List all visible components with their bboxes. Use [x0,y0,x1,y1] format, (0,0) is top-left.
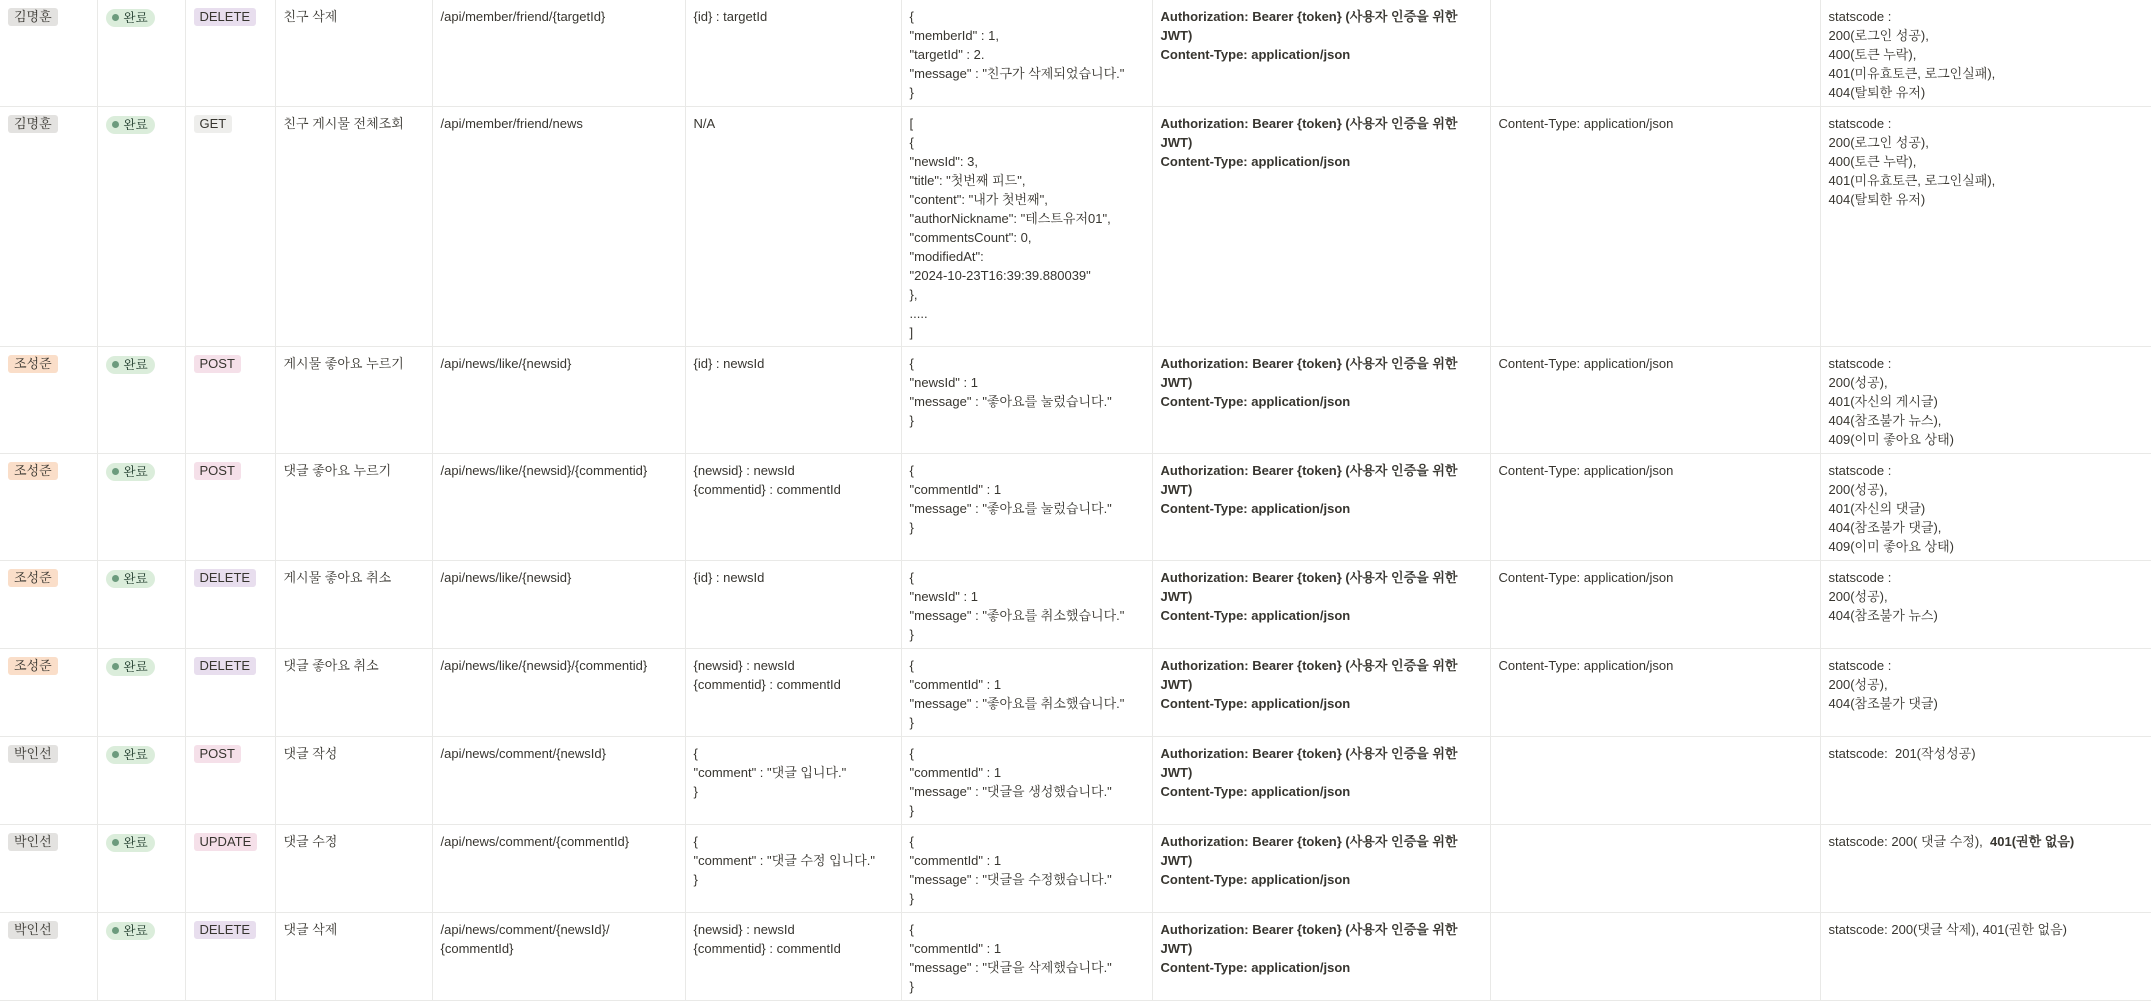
statuscode-text: statscode: 200(댓글 삭제), 401(권한 없음) [1828,922,2067,937]
status-dot-icon [112,663,119,670]
cell-feature[interactable]: 댓글 좋아요 취소 [275,649,432,737]
cell-response-header[interactable] [1490,737,1820,825]
statuscode-text: statscode : 200(성공), 404(참조불가 뉴스) [1828,570,1938,623]
cell-url[interactable]: /api/news/like/{newsid}/{commentid} [432,649,685,737]
cell-request[interactable]: { "comment" : "댓글 입니다." } [685,737,901,825]
cell-response-header[interactable]: Content-Type: application/json [1490,347,1820,454]
table-row [0,454,2151,561]
cell-method[interactable] [185,454,275,561]
cell-person[interactable] [0,561,97,649]
cell-statuscode[interactable] [1820,0,2151,107]
request-header-text: Authorization: Bearer {token} (사용자 인증을 위한 JWT) Content-Type: application/json [1160,356,1458,409]
status-badge [106,834,155,852]
statuscode-text: statscode : 200(성공), 404(참조불가 댓글) [1828,658,1938,711]
cell-method[interactable] [185,107,275,347]
cell-response[interactable]: { "commentId" : 1 "message" : "댓글을 수정했습니다." } [901,825,1152,913]
cell-person[interactable] [0,347,97,454]
cell-header[interactable] [1152,561,1490,649]
cell-response[interactable]: { "memberId" : 1, "targetId" : 2. "message" : "친구가 삭제되었습니다." } [901,0,1152,107]
statuscode-text: statscode : 200(성공), 401(자신의 댓글) 404(참조불가 댓글), 409(이미 좋아요 상태) [1828,463,1954,554]
cell-response-header[interactable]: Content-Type: application/json [1490,561,1820,649]
cell-status[interactable] [97,347,185,454]
cell-request[interactable]: {newsid} : newsId {commentid} : commentId [685,649,901,737]
status-dot-icon [112,14,119,21]
status-label: 완료 [123,117,148,132]
cell-person[interactable] [0,649,97,737]
person-tag: 조성준 [8,462,58,480]
statuscode-text: statscode: 200( 댓글 수정), [1828,834,1991,849]
person-tag: 박인선 [8,921,58,939]
statuscode-text: statscode : 200(성공), 401(자신의 게시글) 404(참조불가 뉴스), 409(이미 좋아요 상태) [1828,356,1954,447]
cell-feature[interactable]: 댓글 수정 [275,825,432,913]
cell-status[interactable] [97,737,185,825]
cell-url[interactable]: /api/news/comment/{newsId}/ {commentId} [432,913,685,1001]
status-badge [106,116,155,134]
cell-method[interactable] [185,649,275,737]
method-tag: UPDATE [194,833,258,851]
cell-response-header[interactable] [1490,0,1820,107]
cell-person[interactable] [0,454,97,561]
cell-response[interactable]: { "newsId" : 1 "message" : "좋아요를 눌렀습니다." } [901,347,1152,454]
status-label: 완료 [123,571,148,586]
cell-status[interactable] [97,825,185,913]
cell-header[interactable] [1152,347,1490,454]
cell-status[interactable] [97,107,185,347]
cell-feature[interactable]: 게시물 좋아요 취소 [275,561,432,649]
cell-url[interactable]: /api/news/like/{newsid}/{commentid} [432,454,685,561]
cell-person[interactable] [0,107,97,347]
request-header-text: Authorization: Bearer {token} (사용자 인증을 위한 JWT) Content-Type: application/json [1160,922,1458,975]
table-row [0,0,2151,107]
cell-url[interactable]: /api/news/like/{newsid} [432,561,685,649]
cell-url[interactable]: /api/news/comment/{newsId} [432,737,685,825]
statuscode-text: statscode : 200(로그인 성공), 400(토큰 누락), 401(미유효토큰, 로그인실패), 404(탈퇴한 유저) [1828,9,1996,100]
request-header-text: Authorization: Bearer {token} (사용자 인증을 위한 JWT) Content-Type: application/json [1160,463,1458,516]
statuscode-text: statscode: 201(작성성공) [1828,746,1976,761]
cell-response-header[interactable]: Content-Type: application/json [1490,649,1820,737]
cell-feature[interactable]: 댓글 좋아요 누르기 [275,454,432,561]
cell-person[interactable] [0,0,97,107]
cell-person[interactable] [0,737,97,825]
request-header-text: Authorization: Bearer {token} (사용자 인증을 위한 JWT) Content-Type: application/json [1160,116,1458,169]
status-label: 완료 [123,923,148,938]
cell-header[interactable] [1152,913,1490,1001]
cell-response-header[interactable]: Content-Type: application/json [1490,107,1820,347]
method-tag: DELETE [194,921,257,939]
cell-method[interactable] [185,347,275,454]
cell-request[interactable]: {id} : targetId [685,0,901,107]
cell-url[interactable]: /api/news/like/{newsid} [432,347,685,454]
cell-statuscode[interactable] [1820,737,2151,825]
table-row [0,737,2151,825]
request-header-text: Authorization: Bearer {token} (사용자 인증을 위한 JWT) Content-Type: application/json [1160,9,1458,62]
status-dot-icon [112,575,119,582]
person-tag: 김명훈 [8,115,58,133]
status-dot-icon [112,468,119,475]
person-tag: 조성준 [8,657,58,675]
status-label: 완료 [123,835,148,850]
cell-status[interactable] [97,561,185,649]
cell-feature[interactable]: 댓글 삭제 [275,913,432,1001]
status-dot-icon [112,751,119,758]
cell-response[interactable]: { "commentId" : 1 "message" : "좋아요를 눌렀습니다." } [901,454,1152,561]
method-tag: POST [194,745,241,763]
status-dot-icon [112,121,119,128]
status-dot-icon [112,927,119,934]
cell-header[interactable] [1152,649,1490,737]
method-tag: DELETE [194,569,257,587]
cell-method[interactable] [185,825,275,913]
cell-statuscode[interactable] [1820,561,2151,649]
cell-status[interactable] [97,0,185,107]
status-label: 완료 [123,357,148,372]
cell-request[interactable]: {newsid} : newsId {commentid} : commentId [685,454,901,561]
table-row [0,825,2151,913]
cell-request[interactable]: {id} : newsId [685,347,901,454]
person-tag: 조성준 [8,569,58,587]
method-tag: DELETE [194,8,257,26]
cell-header[interactable] [1152,0,1490,107]
cell-request[interactable]: N/A [685,107,901,347]
cell-feature[interactable]: 친구 게시물 전체조회 [275,107,432,347]
cell-response-header[interactable] [1490,913,1820,1001]
person-tag: 박인선 [8,833,58,851]
cell-status[interactable] [97,913,185,1001]
cell-status[interactable] [97,649,185,737]
cell-response-header[interactable]: Content-Type: application/json [1490,454,1820,561]
table-row [0,913,2151,1001]
cell-response[interactable]: { "commentId" : 1 "message" : "댓글을 생성했습니다." } [901,737,1152,825]
status-dot-icon [112,361,119,368]
cell-header[interactable] [1152,454,1490,561]
cell-url[interactable]: /api/member/friend/{targetId} [432,0,685,107]
cell-request[interactable]: {id} : newsId [685,561,901,649]
request-header-text: Authorization: Bearer {token} (사용자 인증을 위한 JWT) Content-Type: application/json [1160,834,1458,887]
cell-statuscode[interactable] [1820,347,2151,454]
method-tag: POST [194,462,241,480]
cell-response[interactable]: { "newsId" : 1 "message" : "좋아요를 취소했습니다." } [901,561,1152,649]
method-tag: DELETE [194,657,257,675]
cell-url[interactable]: /api/member/friend/news [432,107,685,347]
cell-url[interactable]: /api/news/comment/{commentId} [432,825,685,913]
status-badge [106,922,155,940]
status-label: 완료 [123,10,148,25]
status-label: 완료 [123,747,148,762]
cell-statuscode[interactable] [1820,913,2151,1001]
cell-person[interactable] [0,913,97,1001]
status-badge [106,9,155,27]
method-tag: GET [194,115,233,133]
cell-header[interactable] [1152,825,1490,913]
person-tag: 박인선 [8,745,58,763]
request-header-text: Authorization: Bearer {token} (사용자 인증을 위한 JWT) Content-Type: application/json [1160,658,1458,711]
status-badge [106,463,155,481]
cell-person[interactable] [0,825,97,913]
cell-method[interactable] [185,561,275,649]
cell-method[interactable] [185,0,275,107]
cell-response[interactable]: { "commentId" : 1 "message" : "댓글을 삭제했습니다." } [901,913,1152,1001]
cell-feature[interactable]: 친구 삭제 [275,0,432,107]
cell-method[interactable] [185,913,275,1001]
cell-statuscode[interactable] [1820,649,2151,737]
status-label: 완료 [123,464,148,479]
person-tag: 조성준 [8,355,58,373]
request-header-text: Authorization: Bearer {token} (사용자 인증을 위한 JWT) Content-Type: application/json [1160,570,1458,623]
cell-method[interactable] [185,737,275,825]
person-tag: 김명훈 [8,8,58,26]
status-dot-icon [112,839,119,846]
request-header-text: Authorization: Bearer {token} (사용자 인증을 위한 JWT) Content-Type: application/json [1160,746,1458,799]
status-badge [106,356,155,374]
statuscode-bold-text: 401(권한 없음) [1990,834,2075,849]
table-row [0,649,2151,737]
statuscode-text: statscode : 200(로그인 성공), 400(토큰 누락), 401(미유효토큰, 로그인실패), 404(탈퇴한 유저) [1828,116,1996,207]
cell-statuscode[interactable] [1820,107,2151,347]
cell-header[interactable] [1152,107,1490,347]
cell-request[interactable]: { "comment" : "댓글 수정 입니다." } [685,825,901,913]
status-badge [106,570,155,588]
cell-response-header[interactable] [1490,825,1820,913]
cell-feature[interactable]: 댓글 작성 [275,737,432,825]
cell-request[interactable]: {newsid} : newsId {commentid} : commentId [685,913,901,1001]
table-row [0,561,2151,649]
status-label: 완료 [123,659,148,674]
cell-statuscode[interactable] [1820,825,2151,913]
cell-status[interactable] [97,454,185,561]
cell-response[interactable]: [ { "newsId": 3, "title": "첫번째 피드", "content": "내가 첫번째", "authorNickname": "테스트유저01", "commentsCount": 0, "modifiedAt": "2024-10-23T16:39:39.880039" }, ..... ] [901,107,1152,347]
cell-header[interactable] [1152,737,1490,825]
cell-feature[interactable]: 게시물 좋아요 누르기 [275,347,432,454]
status-badge [106,658,155,676]
cell-response[interactable]: { "commentId" : 1 "message" : "좋아요를 취소했습니다." } [901,649,1152,737]
cell-statuscode[interactable] [1820,454,2151,561]
table-row [0,347,2151,454]
table-row [0,107,2151,347]
method-tag: POST [194,355,241,373]
status-badge [106,746,155,764]
